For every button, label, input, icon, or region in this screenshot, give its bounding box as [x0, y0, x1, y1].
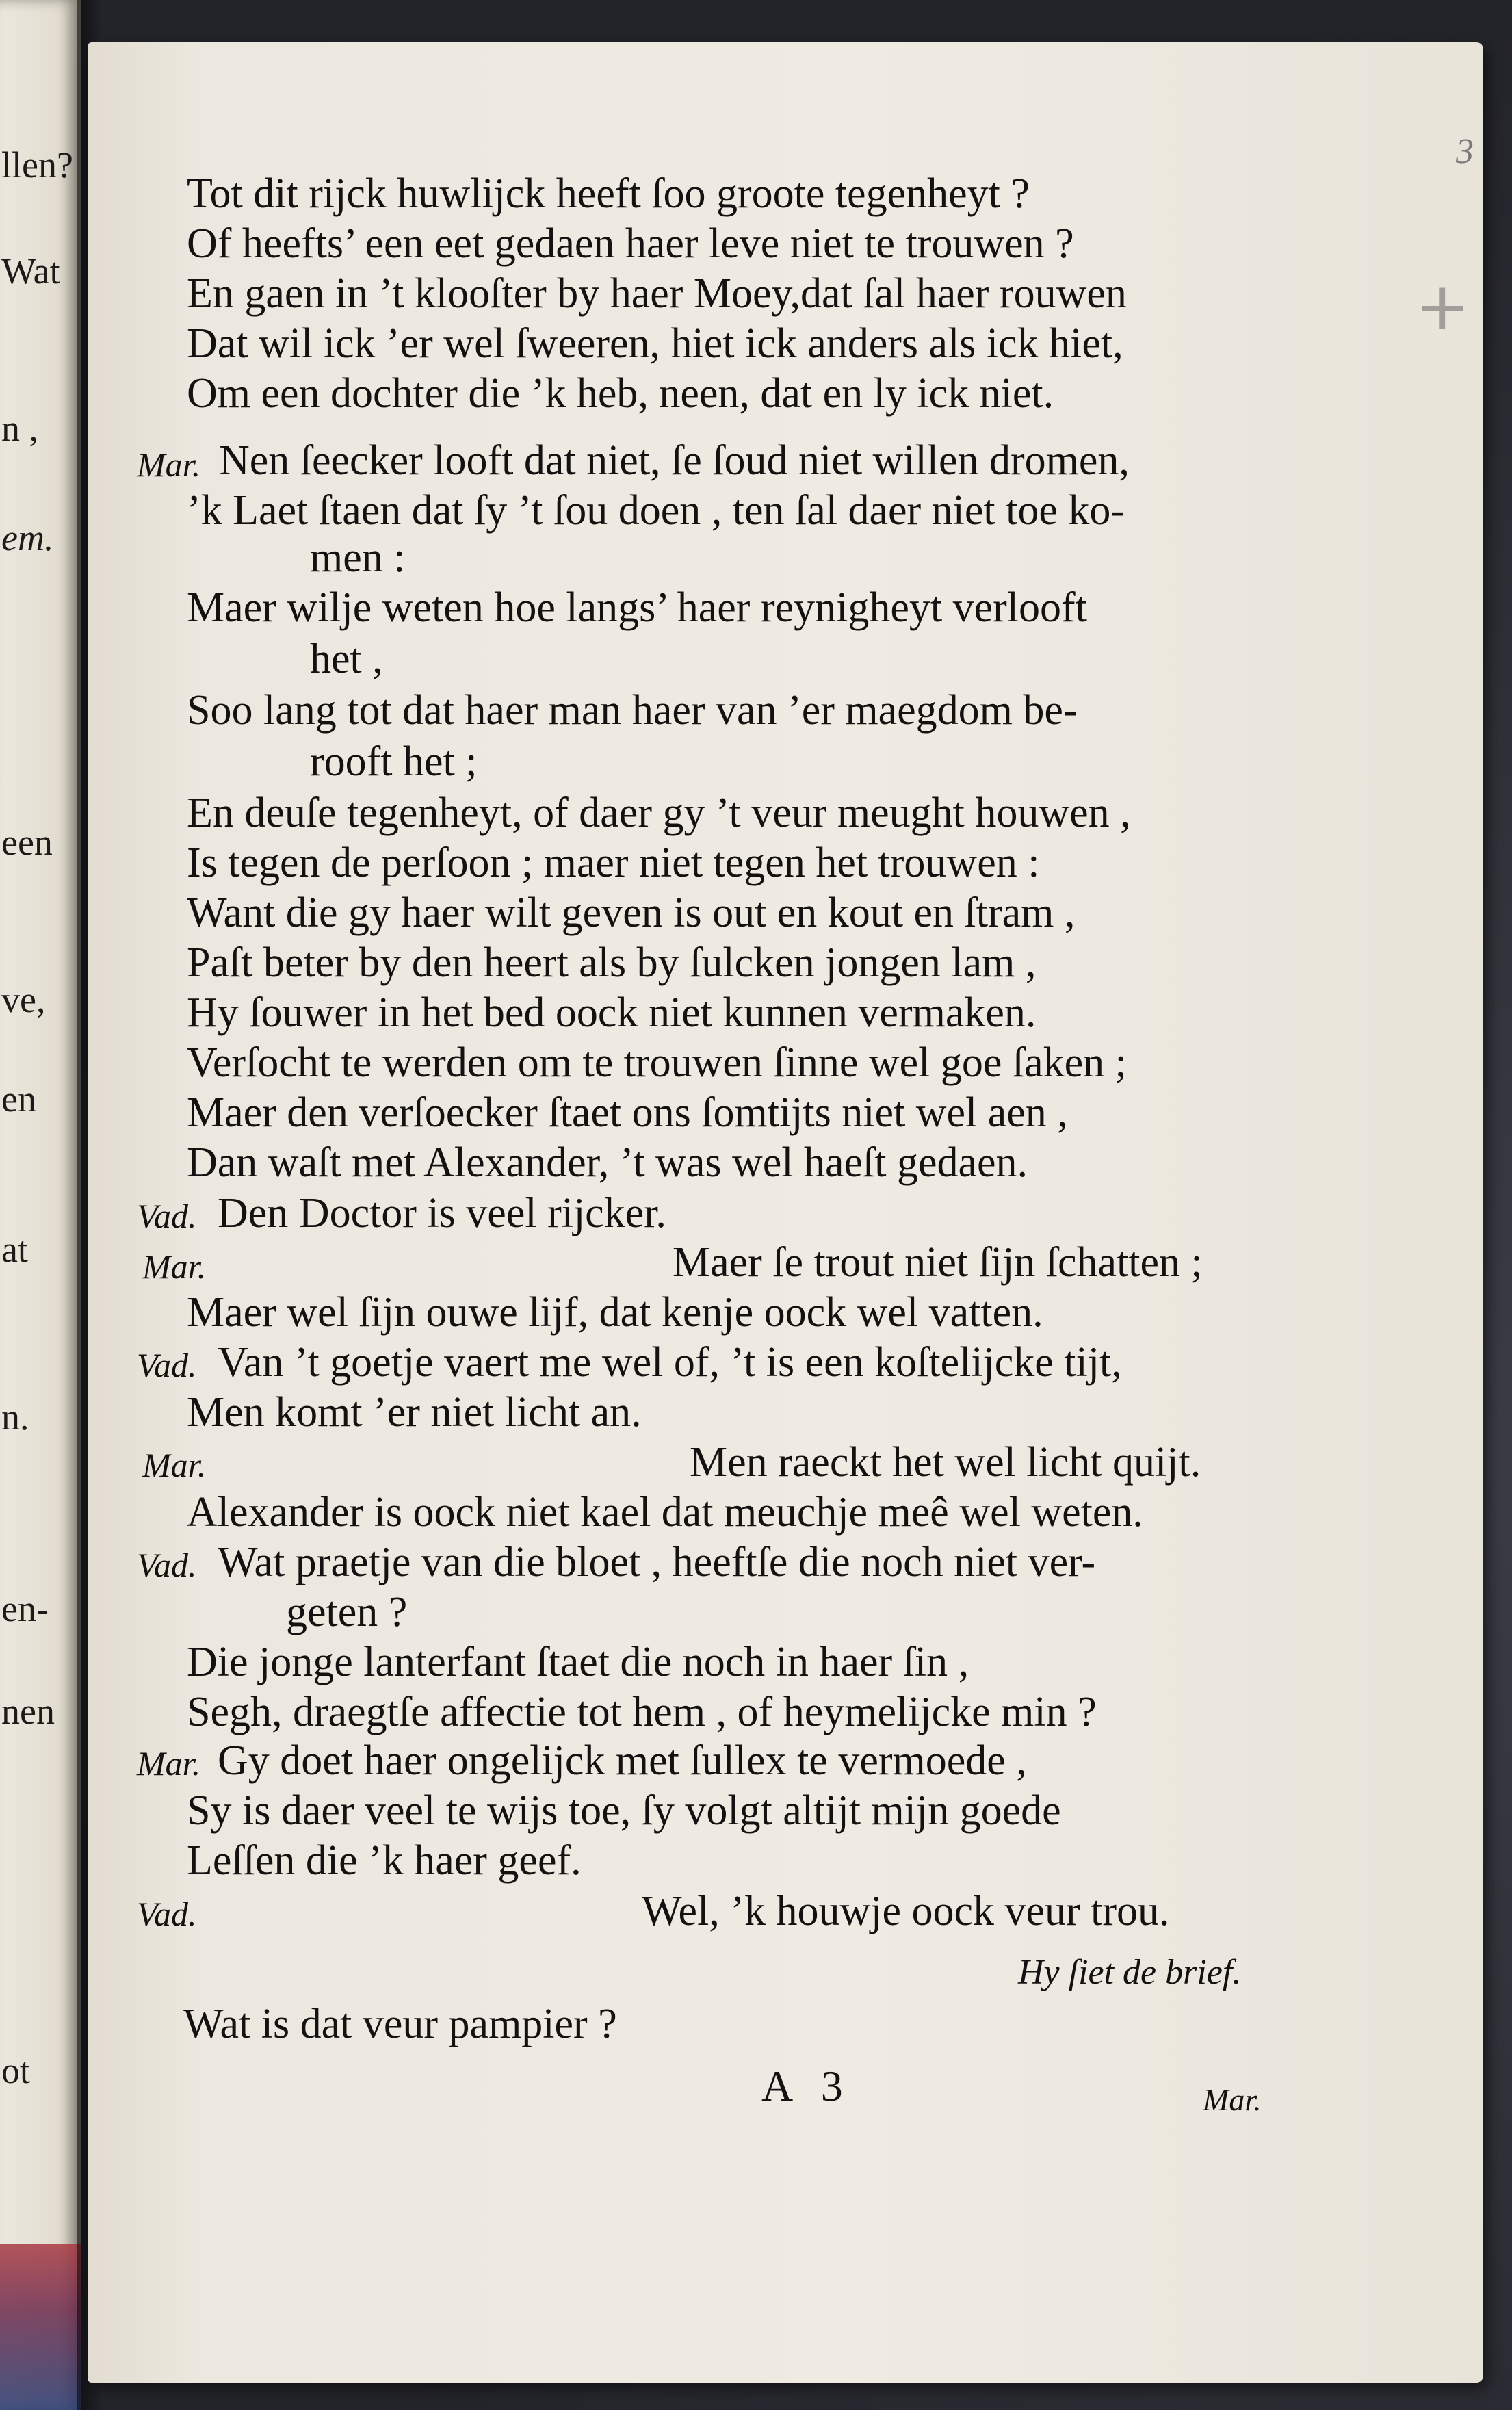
verse-line: Men raeckt het wel licht quijt.: [690, 1439, 1201, 1486]
page-number: 3: [1456, 132, 1474, 171]
verse-line: Hy ſouwer in het bed oock niet kunnen vermaken.: [187, 989, 1037, 1036]
left-page-fragment: at: [1, 1229, 28, 1270]
verse-line: Segh, draegtſe affectie tot hem , of heymelijcke min ?: [187, 1689, 1097, 1735]
left-page-fragment: een: [1, 822, 53, 863]
verse-line: Die jonge lanterfant ſtaet die noch in haer ſin ,: [187, 1639, 969, 1685]
left-page-fragment: ve,: [1, 979, 46, 1020]
verse-line: Maer wel ſijn ouwe lijf, dat kenje oock wel vatten.: [187, 1289, 1043, 1336]
left-page-fragment: en-: [1, 1588, 49, 1629]
verse-line: En deuſe tegenheyt, of daer gy ’t veur meught houwen ,: [187, 790, 1131, 836]
verse-line: Den Doctor is veel rijcker.: [218, 1190, 666, 1236]
left-page-fragment: n.: [1, 1397, 29, 1438]
verse-line: Of heefts’ een eet gedaen haer leve niet te trouwen ?: [187, 220, 1074, 267]
binding-cloth: [0, 2244, 81, 2410]
verse-line: Maer den verſoecker ſtaet ons ſomtijts niet wel aen ,: [187, 1089, 1068, 1136]
pencil-mark: +: [1415, 268, 1470, 345]
verse-line: ’k Laet ſtaen dat ſy ’t ſou doen , ten ſal daer niet toe ko-: [187, 487, 1125, 534]
left-facing-page: [0, 0, 81, 2410]
left-page-fragment: nen: [1, 1691, 55, 1732]
verse-line: Gy doet haer ongelijck met ſullex te vermoede ,: [218, 1737, 1027, 1784]
speaker-label: Vad.: [137, 1346, 197, 1384]
verse-line: Om een dochter die ’k heb, neen, dat en ly ick niet.: [187, 370, 1054, 417]
verse-line: Leſſen die ’k haer geef.: [187, 1837, 582, 1884]
verse-line: Verſocht te werden om te trouwen ſinne wel goe ſaken ;: [187, 1039, 1127, 1086]
stage-direction: Hy ſiet de brief.: [1018, 1953, 1242, 1992]
speaker-label: Mar.: [142, 1247, 207, 1286]
verse-line: Dan waſt met Alexander, ’t was wel haeſt gedaen.: [187, 1139, 1028, 1186]
verse-line: Maer ſe trout niet ſijn ſchatten ;: [673, 1239, 1203, 1286]
left-page-fragment: ot: [1, 2050, 31, 2091]
verse-line: Wel, ’k houwje oock veur trou.: [642, 1888, 1170, 1934]
verse-line: Soo lang tot dat haer man haer van ’er maegdom be-: [187, 687, 1078, 734]
left-page-fragment: n ,: [1, 408, 38, 449]
speaker-label: Vad.: [137, 1546, 197, 1584]
verse-line: Nen ſeecker looft dat niet, ſe ſoud niet willen dromen,: [219, 437, 1130, 484]
verse-line: Is tegen de perſoon ; maer niet tegen het trouwen :: [187, 840, 1040, 886]
verse-line: Alexander is oock niet kael dat meuchje meê wel weten.: [187, 1489, 1143, 1536]
verse-line: Sy is daer veel te wijs toe, ſy volgt altijt mijn goede: [187, 1787, 1061, 1834]
speaker-label: Mar.: [142, 1446, 207, 1484]
speaker-label: Mar.: [137, 1744, 201, 1783]
left-page-fragment: em.: [1, 517, 54, 558]
speaker-label: Vad.: [137, 1895, 197, 1933]
verse-line: Van ’t goetje vaert me wel of, ’t is een koſtelijcke tijt,: [218, 1339, 1122, 1386]
verse-line: rooft het ;: [310, 738, 478, 785]
catchword: Mar.: [1203, 2082, 1262, 2117]
verse-line: Want die gy haer wilt geven is out en kout en ſtram ,: [187, 890, 1076, 936]
speaker-label: Mar.: [137, 445, 201, 484]
verse-line: het ,: [310, 636, 383, 682]
signature-mark: A 3: [761, 2062, 852, 2110]
verse-line: Wat is dat veur pampier ?: [183, 2001, 617, 2047]
verse-line: Tot dit rijck huwlijck heeft ſoo groote tegenheyt ?: [187, 170, 1030, 217]
verse-line: men :: [310, 534, 406, 581]
book-page: [88, 42, 1483, 2383]
verse-line: Dat wil ick ’er wel ſweeren, hiet ick anders als ick hiet,: [187, 320, 1123, 367]
left-page-fragment: en: [1, 1078, 36, 1119]
verse-line: geten ?: [286, 1589, 408, 1635]
verse-line: En gaen in ’t klooſter by haer Moey,dat ſal haer rouwen: [187, 270, 1127, 317]
verse-line: Wat praetje van die bloet , heeftſe die noch niet ver-: [218, 1539, 1096, 1585]
verse-line: Paſt beter by den heert als by ſulcken jongen lam ,: [187, 940, 1037, 986]
left-page-fragment: llen?: [1, 144, 73, 185]
speaker-label: Vad.: [137, 1197, 197, 1235]
verse-line: Men komt ’er niet licht an.: [187, 1389, 642, 1436]
verse-line: Maer wilje weten hoe langs’ haer reynigheyt verlooft: [187, 584, 1087, 631]
left-page-fragment: Wat: [1, 250, 60, 291]
